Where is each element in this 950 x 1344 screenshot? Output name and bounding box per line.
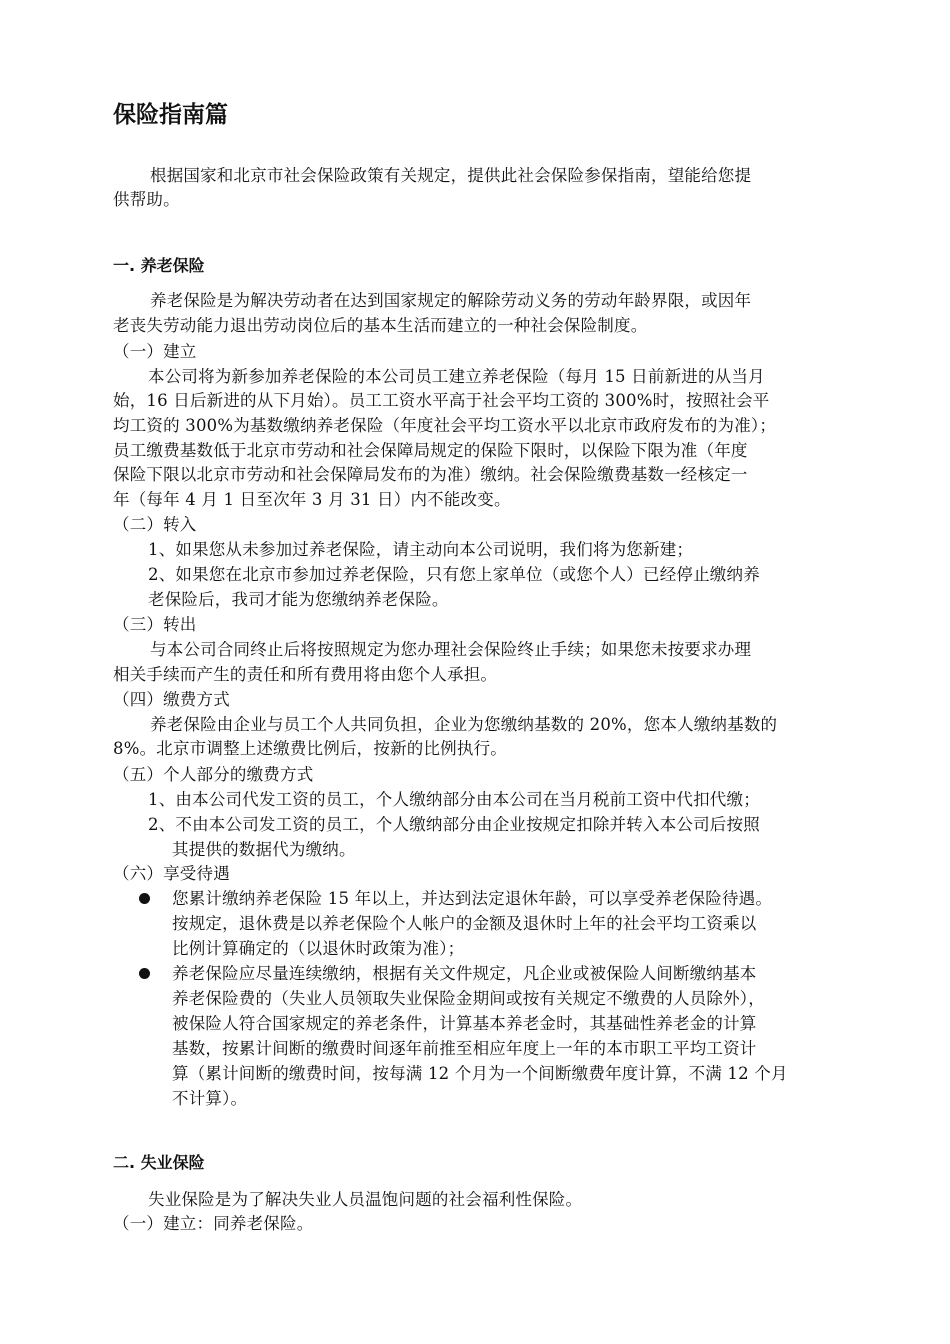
section-1-intro-line-2: 老丧失劳动能力退出劳动岗位后的基本生活而建立的一种社会保险制度。 bbox=[113, 316, 648, 335]
subsection-label: （三）转出 bbox=[113, 615, 197, 634]
subsection-label: （一）建立：同养老保险。 bbox=[113, 1214, 314, 1233]
section-2-heading: 二. 失业保险 bbox=[113, 1153, 205, 1172]
paragraph-line: 本公司将为新参加养老保险的本公司员工建立养老保险（每月 15 日前新进的从当月 bbox=[148, 367, 765, 386]
bullet-text-line: 算（累计间断的缴费时间，按每满 12 个月为一个间断缴费年度计算，不满 12 个月 bbox=[172, 1064, 788, 1083]
bullet-text-line: 您累计缴纳养老保险 15 年以上，并达到法定退休年龄，可以享受养老保险待遇。 bbox=[172, 889, 773, 908]
section-2-intro: 失业保险是为了解决失业人员温饱问题的社会福利性保险。 bbox=[148, 1190, 583, 1209]
bullet-text-line: 养老保险应尽量连续缴纳，根据有关文件规定，凡企业或被保险人间断缴纳基本 bbox=[172, 964, 757, 983]
subsection-label: （五）个人部分的缴费方式 bbox=[113, 765, 314, 784]
paragraph-line: 员工缴费基数低于北京市劳动和社会保障局规定的保险下限时，以保险下限为准（年度 bbox=[113, 441, 748, 460]
list-item: 1、如果您从未参加过养老保险，请主动向本公司说明，我们将为您新建； bbox=[148, 540, 694, 559]
bullet-text-line: 养老保险费的（失业人员领取失业保险金期间或按有关规定不缴费的人员除外）， bbox=[172, 989, 765, 1008]
subsection-label: （一）建立 bbox=[113, 342, 197, 361]
paragraph-line: 保险下限以北京市劳动和社会保障局发布的为准）缴纳。社会保险缴费基数一经核定一 bbox=[113, 465, 748, 484]
list-item: 2、不由本公司发工资的员工，个人缴纳部分由企业按规定扣除并转入本公司后按照 bbox=[148, 815, 760, 834]
intro-line-2: 供帮助。 bbox=[113, 190, 180, 209]
list-item-continued: 老保险后，我司才能为您缴纳养老保险。 bbox=[148, 590, 449, 609]
section-1-intro-line-1: 养老保险是为解决劳动者在达到国家规定的解除劳动义务的劳动年龄界限，或因年 bbox=[150, 291, 752, 310]
page-title: 保险指南篇 bbox=[113, 102, 228, 128]
intro-line-1: 根据国家和北京市社会保险政策有关规定，提供此社会保险参保指南，望能给您提 bbox=[150, 166, 752, 185]
paragraph-line: 相关手续而产生的责任和所有费用将由您个人承担。 bbox=[113, 665, 498, 684]
bullet-icon bbox=[139, 968, 150, 979]
bullet-text-line: 不计算）。 bbox=[172, 1089, 248, 1108]
paragraph-line: 始，16 日后新进的从下月始）。员工工资水平高于社会平均工资的 300%时，按照社会平 bbox=[113, 391, 770, 410]
subsection-label: （四）缴费方式 bbox=[113, 690, 230, 709]
bullet-text-line: 被保险人符合国家规定的养老条件，计算基本养老金时，其基础性养老金的计算 bbox=[172, 1014, 757, 1033]
subsection-label: （二）转入 bbox=[113, 515, 197, 534]
list-item: 2、如果您在北京市参加过养老保险，只有您上家单位（或您个人）已经停止缴纳养 bbox=[148, 565, 760, 584]
paragraph-line: 均工资的 300%为基数缴纳养老保险（年度社会平均工资水平以北京市政府发布的为准）； bbox=[113, 416, 777, 435]
paragraph-line: 8%。北京市调整上述缴费比例后，按新的比例执行。 bbox=[113, 739, 507, 758]
bullet-text-line: 按规定，退休费是以养老保险个人帐户的金额及退休时上年的社会平均工资乘以 bbox=[172, 914, 757, 933]
paragraph-line: 年（每年 4 月 1 日至次年 3 月 31 日）内不能改变。 bbox=[113, 490, 511, 509]
bullet-icon bbox=[139, 893, 150, 904]
paragraph-line: 与本公司合同终止后将按照规定为您办理社会保险终止手续；如果您未按要求办理 bbox=[150, 640, 752, 659]
bullet-text-line: 基数，按累计间断的缴费时间逐年前推至相应年度上一年的本市职工平均工资计 bbox=[172, 1039, 757, 1058]
paragraph-line: 养老保险由企业与员工个人共同负担，企业为您缴纳基数的 20%，您本人缴纳基数的 bbox=[150, 715, 778, 734]
section-1-heading: 一. 养老保险 bbox=[113, 256, 205, 275]
subsection-label: （六）享受待遇 bbox=[113, 864, 230, 883]
list-item: 1、由本公司代发工资的员工，个人缴纳部分由本公司在当月税前工资中代扣代缴； bbox=[148, 790, 760, 809]
bullet-text-line: 比例计算确定的（以退休时政策为准）； bbox=[172, 939, 465, 958]
list-item-continued: 其提供的数据代为缴纳。 bbox=[172, 840, 356, 859]
